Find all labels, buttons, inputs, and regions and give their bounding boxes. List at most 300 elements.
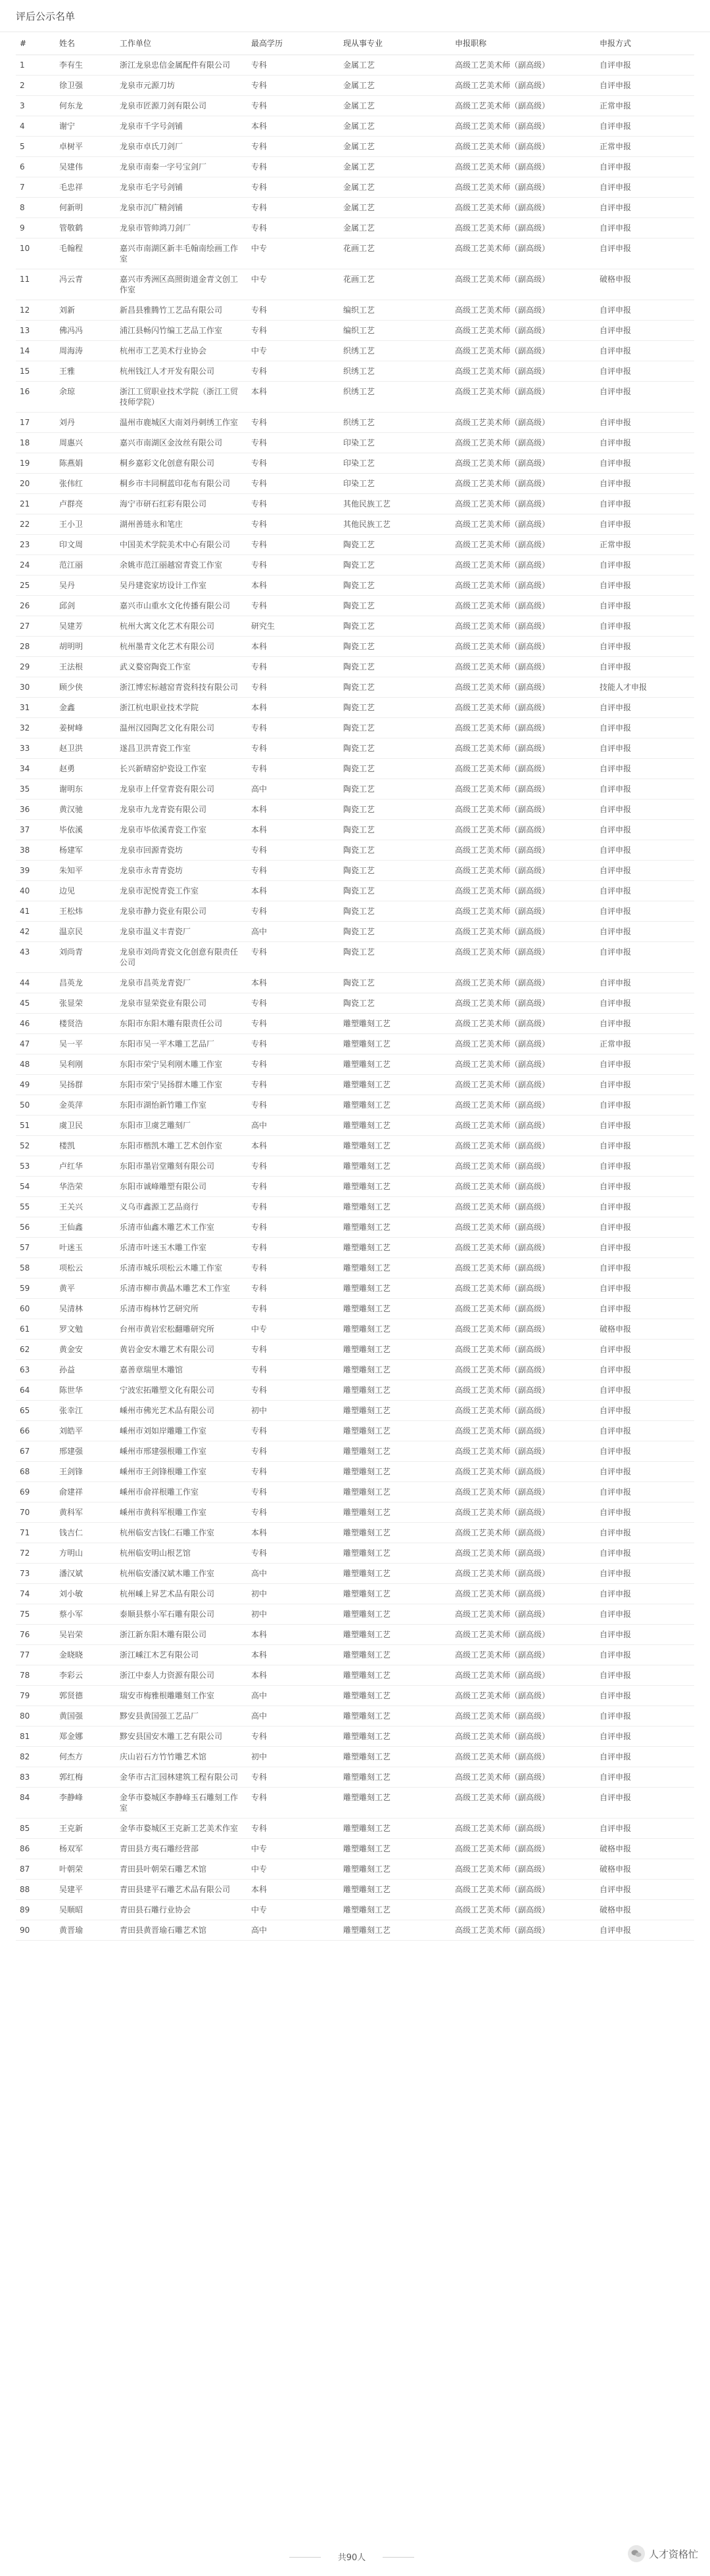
row-education: 专科 [247,1441,339,1462]
row-index: 15 [16,361,55,382]
row-title: 高级工艺美术师（副高级） [451,321,596,341]
row-employer: 泰顺县蔡小军石雕有限公司 [116,1604,247,1625]
row-major: 陶瓷工艺 [339,861,451,881]
row-education: 高中 [247,922,339,942]
row-employer: 浙江嵊江木艺有限公司 [116,1645,247,1665]
table-row [16,993,694,1014]
row-major: 雕塑雕刻工艺 [339,1604,451,1625]
row-index: 66 [16,1421,55,1441]
row-index: 26 [16,596,55,616]
wechat-icon [628,2545,645,2562]
table-row [16,1503,694,1523]
row-major: 雕塑雕刻工艺 [339,1523,451,1543]
table-row [16,96,694,116]
table-row [16,1584,694,1604]
row-method: 自评申报 [596,1604,694,1625]
row-title: 高级工艺美术师（副高级） [451,341,596,361]
table-row [16,1421,694,1441]
table-row [16,942,694,973]
row-title: 高级工艺美术师（副高级） [451,218,596,238]
table-row [16,1014,694,1034]
row-employer: 温州汉园陶艺文化有限公司 [116,718,247,738]
table-row [16,738,694,759]
row-education: 专科 [247,1543,339,1564]
row-index: 71 [16,1523,55,1543]
row-name: 卢红华 [55,1156,116,1177]
row-name: 王剑锋 [55,1462,116,1482]
row-education: 专科 [247,1217,339,1238]
table-row [16,177,694,198]
row-major: 雕塑雕刻工艺 [339,1278,451,1299]
row-index: 58 [16,1258,55,1278]
table-row [16,973,694,993]
column-header-method: 申报方式 [596,32,694,55]
row-index: 77 [16,1645,55,1665]
row-education: 中专 [247,341,339,361]
row-title: 高级工艺美术师（副高级） [451,76,596,96]
row-education: 专科 [247,474,339,494]
row-title: 高级工艺美术师（副高级） [451,1075,596,1095]
row-method: 自评申报 [596,1054,694,1075]
row-method: 自评申报 [596,901,694,922]
row-employer: 杭州市工艺美术行业协会 [116,341,247,361]
row-title: 高级工艺美术师（副高级） [451,1523,596,1543]
table-row [16,881,694,901]
row-title: 高级工艺美术师（副高级） [451,433,596,453]
row-name: 潘汉斌 [55,1564,116,1584]
row-education: 高中 [247,1564,339,1584]
row-employer: 温州市鹿城区大南刘丹刺绣工作室 [116,413,247,433]
row-method: 自评申报 [596,1880,694,1900]
row-index: 39 [16,861,55,881]
row-method: 自评申报 [596,1686,694,1706]
row-method: 自评申报 [596,718,694,738]
row-title: 高级工艺美术师（副高级） [451,1095,596,1116]
row-employer: 东阳市荣宁吴扬群木雕工作室 [116,1075,247,1095]
table-row [16,361,694,382]
row-education: 中专 [247,1859,339,1880]
table-row [16,1564,694,1584]
table-row [16,677,694,698]
row-name: 张显荣 [55,993,116,1014]
row-name: 罗文勉 [55,1319,116,1340]
row-name: 杨建军 [55,840,116,861]
table-row [16,1319,694,1340]
table-row [16,922,694,942]
row-name: 刘小敏 [55,1584,116,1604]
row-major: 印染工艺 [339,453,451,474]
row-major: 其他民族工艺 [339,494,451,514]
row-index: 56 [16,1217,55,1238]
row-education: 研究生 [247,616,339,637]
row-education: 专科 [247,942,339,973]
row-title: 高级工艺美术师（副高级） [451,157,596,177]
row-title: 高级工艺美术师（副高级） [451,1503,596,1523]
row-name: 王松炜 [55,901,116,922]
table-row [16,596,694,616]
row-education: 本科 [247,800,339,820]
row-employer: 瑞安市梅雅根雕雕刻工作室 [116,1686,247,1706]
row-name: 叶迷玉 [55,1238,116,1258]
row-education: 专科 [247,218,339,238]
row-name: 何东龙 [55,96,116,116]
row-index: 83 [16,1767,55,1788]
row-name: 吴清林 [55,1299,116,1319]
row-title: 高级工艺美术师（副高级） [451,922,596,942]
row-index: 34 [16,759,55,779]
row-title: 高级工艺美术师（副高级） [451,474,596,494]
row-title: 高级工艺美术师（副高级） [451,1767,596,1788]
row-index: 64 [16,1380,55,1401]
row-title: 高级工艺美术师（副高级） [451,1564,596,1584]
row-major: 雕塑雕刻工艺 [339,1075,451,1095]
row-name: 何杰方 [55,1747,116,1767]
row-title: 高级工艺美术师（副高级） [451,1421,596,1441]
row-index: 49 [16,1075,55,1095]
row-major: 金属工艺 [339,55,451,76]
row-method: 自评申报 [596,1421,694,1441]
row-index: 23 [16,535,55,555]
row-education: 高中 [247,1706,339,1727]
row-index: 59 [16,1278,55,1299]
row-index: 46 [16,1014,55,1034]
row-name: 吴建平 [55,1880,116,1900]
row-name: 吴一平 [55,1034,116,1054]
row-education: 专科 [247,738,339,759]
row-title: 高级工艺美术师（副高级） [451,198,596,218]
row-method: 破格申报 [596,269,694,300]
row-employer: 龙泉市毛字号剑铺 [116,177,247,198]
row-major: 雕塑雕刻工艺 [339,1665,451,1686]
row-title: 高级工艺美术师（副高级） [451,657,596,677]
row-title: 高级工艺美术师（副高级） [451,637,596,657]
row-education: 专科 [247,1727,339,1747]
table-row [16,453,694,474]
row-name: 黄汉驰 [55,800,116,820]
row-major: 金属工艺 [339,177,451,198]
row-employer: 龙泉市静力瓷业有限公司 [116,901,247,922]
row-employer: 龙泉市元源刀坊 [116,76,247,96]
row-title: 高级工艺美术师（副高级） [451,779,596,800]
watermark [628,2545,698,2562]
row-employer: 青田县黄晋瑜石雕艺术馆 [116,1920,247,1941]
row-name: 周海涛 [55,341,116,361]
row-title: 高级工艺美术师（副高级） [451,1360,596,1380]
row-method: 自评申报 [596,973,694,993]
row-method: 自评申报 [596,820,694,840]
row-title: 高级工艺美术师（副高级） [451,1900,596,1920]
row-name: 吴扬群 [55,1075,116,1095]
row-index: 3 [16,96,55,116]
row-name: 华浩荣 [55,1177,116,1197]
row-index: 70 [16,1503,55,1523]
table-row [16,1727,694,1747]
row-employer: 庆山岩石方竹竹雕艺术馆 [116,1747,247,1767]
row-employer: 龙泉市九龙青瓷有限公司 [116,800,247,820]
row-method: 破格申报 [596,1839,694,1859]
row-name: 刘尚青 [55,942,116,973]
row-employer: 杭州钱江人才开发有限公司 [116,361,247,382]
row-method: 自评申报 [596,1380,694,1401]
row-employer: 嵊州市邢建强根雕工作室 [116,1441,247,1462]
row-title: 高级工艺美术师（副高级） [451,1686,596,1706]
row-education: 高中 [247,1116,339,1136]
row-method: 自评申报 [596,840,694,861]
table-row [16,218,694,238]
row-method: 自评申报 [596,453,694,474]
row-education: 初中 [247,1584,339,1604]
row-employer: 龙泉市南秦一字号宝剑厂 [116,157,247,177]
row-index: 84 [16,1788,55,1819]
row-major: 雕塑雕刻工艺 [339,1177,451,1197]
row-employer: 浙江龙泉忠信金属配件有限公司 [116,55,247,76]
row-method: 破格申报 [596,1859,694,1880]
row-name: 黄科军 [55,1503,116,1523]
row-education: 专科 [247,759,339,779]
row-method: 自评申报 [596,433,694,453]
row-major: 雕塑雕刻工艺 [339,1421,451,1441]
row-employer: 龙泉市匠源刀剑有限公司 [116,96,247,116]
row-index: 5 [16,137,55,157]
row-name: 佛冯冯 [55,321,116,341]
row-index: 89 [16,1900,55,1920]
row-major: 雕塑雕刻工艺 [339,1839,451,1859]
row-employer: 青田县石雕行业协会 [116,1900,247,1920]
row-method: 正常申报 [596,535,694,555]
row-major: 雕塑雕刻工艺 [339,1217,451,1238]
row-employer: 乐清市叶迷玉木雕工作室 [116,1238,247,1258]
row-major: 雕塑雕刻工艺 [339,1686,451,1706]
row-method: 技能人才申报 [596,677,694,698]
table-row [16,1340,694,1360]
row-index: 13 [16,321,55,341]
row-education: 专科 [247,993,339,1014]
row-employer: 宁波宏拓雕塑文化有限公司 [116,1380,247,1401]
row-name: 吴岩荣 [55,1625,116,1645]
row-education: 专科 [247,677,339,698]
row-education: 本科 [247,1665,339,1686]
row-method: 自评申报 [596,361,694,382]
row-index: 52 [16,1136,55,1156]
table-row [16,474,694,494]
table-row [16,300,694,321]
row-method: 自评申报 [596,1014,694,1034]
row-index: 55 [16,1197,55,1217]
row-education: 专科 [247,1156,339,1177]
row-title: 高级工艺美术师（副高级） [451,840,596,861]
row-major: 陶瓷工艺 [339,840,451,861]
row-index: 65 [16,1401,55,1421]
row-method: 自评申报 [596,800,694,820]
row-major: 金属工艺 [339,116,451,137]
row-name: 蔡小军 [55,1604,116,1625]
row-title: 高级工艺美术师（副高级） [451,1340,596,1360]
row-name: 郭贤德 [55,1686,116,1706]
table-row [16,1054,694,1075]
column-header-name: 姓名 [55,32,116,55]
column-header-index: # [16,32,55,55]
row-education: 本科 [247,576,339,596]
table-header-row [16,32,694,55]
row-index: 44 [16,973,55,993]
row-title: 高级工艺美术师（副高级） [451,1747,596,1767]
row-index: 79 [16,1686,55,1706]
row-employer: 金华市婺城区李静峰玉石雕刻工作室 [116,1788,247,1819]
row-education: 高中 [247,779,339,800]
table-row [16,238,694,269]
row-employer: 遂昌卫洪青瓷工作室 [116,738,247,759]
row-method: 自评申报 [596,1767,694,1788]
table-row [16,1482,694,1503]
row-employer: 新昌县雅腾竹工艺品有限公司 [116,300,247,321]
row-employer: 龙泉市卓氏刀剑厂 [116,137,247,157]
row-education: 本科 [247,698,339,718]
row-index: 36 [16,800,55,820]
row-major: 金属工艺 [339,198,451,218]
row-education: 专科 [247,718,339,738]
row-title: 高级工艺美术师（副高级） [451,1543,596,1564]
row-education: 专科 [247,514,339,535]
row-title: 高级工艺美术师（副高级） [451,1880,596,1900]
row-major: 陶瓷工艺 [339,993,451,1014]
row-employer: 台州市黄岩宏松翻雕研究所 [116,1319,247,1340]
row-method: 自评申报 [596,1095,694,1116]
row-title: 高级工艺美术师（副高级） [451,361,596,382]
row-employer: 中国美术学院美术中心有限公司 [116,535,247,555]
row-name: 毛忠祥 [55,177,116,198]
row-method: 自评申报 [596,1197,694,1217]
footer [0,2536,710,2576]
row-employer: 东阳市卫虞艺雕刻厂 [116,1116,247,1136]
row-major: 陶瓷工艺 [339,973,451,993]
row-major: 雕塑雕刻工艺 [339,1747,451,1767]
row-major: 雕塑雕刻工艺 [339,1819,451,1839]
row-name: 邢建强 [55,1441,116,1462]
row-method: 自评申报 [596,1299,694,1319]
row-name: 卢群亮 [55,494,116,514]
row-method: 自评申报 [596,1156,694,1177]
table-row [16,1360,694,1380]
table-row [16,1401,694,1421]
table-row [16,637,694,657]
row-name: 赵勇 [55,759,116,779]
table-row [16,1604,694,1625]
row-employer: 龙泉市千字号剑铺 [116,116,247,137]
row-education: 初中 [247,1604,339,1625]
table-row [16,1839,694,1859]
row-index: 29 [16,657,55,677]
row-major: 其他民族工艺 [339,514,451,535]
row-major: 陶瓷工艺 [339,922,451,942]
row-method: 自评申报 [596,1258,694,1278]
row-method: 自评申报 [596,300,694,321]
row-title: 高级工艺美术师（副高级） [451,1034,596,1054]
row-name: 邱剑 [55,596,116,616]
row-index: 25 [16,576,55,596]
page-title: 评后公示名单 [0,0,710,32]
row-major: 金属工艺 [339,218,451,238]
row-employer: 龙泉市泥悦青瓷工作室 [116,881,247,901]
row-major: 雕塑雕刻工艺 [339,1482,451,1503]
row-education: 专科 [247,453,339,474]
row-title: 高级工艺美术师（副高级） [451,616,596,637]
row-major: 陶瓷工艺 [339,901,451,922]
row-major: 雕塑雕刻工艺 [339,1584,451,1604]
row-index: 90 [16,1920,55,1941]
row-method: 自评申报 [596,1747,694,1767]
row-method: 自评申报 [596,1360,694,1380]
row-employer: 龙泉市毕依溪青瓷工作室 [116,820,247,840]
row-name: 姜树峰 [55,718,116,738]
row-method: 自评申报 [596,1441,694,1462]
row-major: 花画工艺 [339,238,451,269]
row-title: 高级工艺美术师（副高级） [451,1238,596,1258]
row-method: 自评申报 [596,1645,694,1665]
row-major: 雕塑雕刻工艺 [339,1564,451,1584]
row-title: 高级工艺美术师（副高级） [451,1839,596,1859]
row-title: 高级工艺美术师（副高级） [451,881,596,901]
row-index: 57 [16,1238,55,1258]
row-title: 高级工艺美术师（副高级） [451,1920,596,1941]
row-method: 自评申报 [596,1217,694,1238]
row-index: 7 [16,177,55,198]
row-title: 高级工艺美术师（副高级） [451,861,596,881]
row-major: 雕塑雕刻工艺 [339,1054,451,1075]
row-index: 33 [16,738,55,759]
row-title: 高级工艺美术师（副高级） [451,1788,596,1819]
row-name: 刘丹 [55,413,116,433]
row-title: 高级工艺美术师（副高级） [451,494,596,514]
row-education: 初中 [247,1401,339,1421]
row-title: 高级工艺美术师（副高级） [451,1258,596,1278]
row-major: 陶瓷工艺 [339,800,451,820]
table-row [16,1075,694,1095]
table-row [16,1788,694,1819]
row-index: 35 [16,779,55,800]
row-major: 陶瓷工艺 [339,779,451,800]
row-index: 11 [16,269,55,300]
row-employer: 嵊州市刘如岸雕雕工作室 [116,1421,247,1441]
row-index: 8 [16,198,55,218]
table-row [16,901,694,922]
row-name: 王小卫 [55,514,116,535]
table-row [16,535,694,555]
row-education: 初中 [247,1747,339,1767]
row-method: 自评申报 [596,116,694,137]
table-row [16,718,694,738]
row-name: 王雅 [55,361,116,382]
row-method: 自评申报 [596,1177,694,1197]
row-name: 刘新 [55,300,116,321]
row-title: 高级工艺美术师（副高级） [451,576,596,596]
table-row [16,1900,694,1920]
row-major: 雕塑雕刻工艺 [339,1116,451,1136]
column-header-employer: 工作单位 [116,32,247,55]
row-title: 高级工艺美术师（副高级） [451,1319,596,1340]
row-index: 61 [16,1319,55,1340]
row-employer: 龙泉市永青青瓷坊 [116,861,247,881]
row-method: 自评申报 [596,1727,694,1747]
row-index: 51 [16,1116,55,1136]
row-major: 编织工艺 [339,300,451,321]
row-method: 自评申报 [596,1543,694,1564]
row-employer: 青田县方夷石雕经营部 [116,1839,247,1859]
row-title: 高级工艺美术师（副高级） [451,1116,596,1136]
table-row [16,1177,694,1197]
table-row [16,494,694,514]
row-method: 自评申报 [596,657,694,677]
row-education: 本科 [247,973,339,993]
